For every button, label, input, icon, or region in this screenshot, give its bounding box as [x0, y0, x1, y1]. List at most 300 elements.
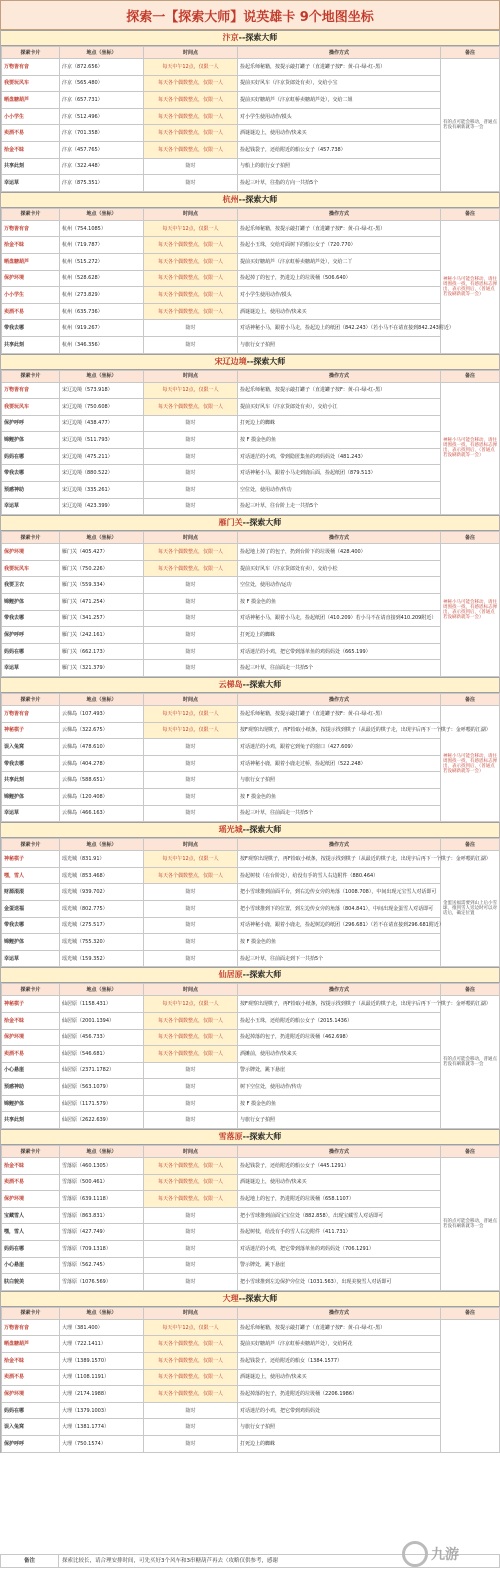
footer-text: 探索比较长，请合理安排时间，可先买好3个风车和3串糖葫芦再去（攻略仅供参考，感谢: [62, 1558, 279, 1564]
table-row: [2, 755, 500, 772]
card-name: 财源滚滚: [2, 884, 60, 901]
section-title: [1, 354, 499, 370]
column-header: 操作方式: [238, 532, 441, 544]
coordinate: 雁门关（662.173）: [60, 643, 144, 660]
column-header: 时间点: [144, 984, 238, 996]
operation: 对话神秘小鹿，跟着小鹿走，捡起树边的纸团（296.681）（若不在请直接到296.681附近）: [238, 917, 441, 934]
column-header: 地点（坐标）: [60, 532, 144, 544]
column-header: 时间点: [144, 1307, 238, 1319]
table-row: [2, 253, 500, 270]
coordinate: 瑶光城（853.468）: [60, 867, 144, 884]
table-header-row: [2, 984, 500, 996]
card-name: 妈妈在哪: [2, 643, 60, 660]
operation: 捡起乐师秘籍，按提示敲打罐子（直进罐子按F：黄-白-绿-红-黑）: [238, 220, 441, 237]
section-note: [441, 1319, 500, 1452]
coordinate: 雪落原（460.1305）: [60, 1158, 144, 1175]
column-header: 备注: [441, 370, 500, 382]
section-note: 有的点可能会移动，普通点若没有刷新就等一会: [441, 59, 500, 192]
time-slot: 随时: [144, 1095, 238, 1112]
column-header: 备注: [441, 1307, 500, 1319]
time-slot: 随时: [144, 739, 238, 756]
time-slot: 每天各个偶数整点，仅限一人: [144, 1029, 238, 1046]
column-header: 操作方式: [238, 984, 441, 996]
card-name: 拾金不昧: [2, 1353, 60, 1370]
time-slot: 随时: [144, 1224, 238, 1241]
card-name: 小小学生: [2, 287, 60, 304]
coordinate: 云梯岛（322.675）: [60, 722, 144, 739]
operation: 酒谜谜边上，使用动作/快来买: [238, 303, 441, 320]
table-row: [2, 1369, 500, 1386]
card-name: 晒盘糖葫芦: [2, 92, 60, 109]
time-slot: 随时: [144, 1402, 238, 1419]
card-name: 共享此刻: [2, 336, 60, 353]
table-row: [2, 706, 500, 723]
column-header: 备注: [441, 984, 500, 996]
card-name: 锦鲤护体: [2, 788, 60, 805]
coordinate: 大理（750.1574）: [60, 1435, 144, 1452]
column-header: 探索卡片: [2, 694, 60, 706]
operation: 捡起树枝（在台阶处），给没有手的雪人右边附件（880.464）: [238, 867, 441, 884]
table-row: [2, 108, 500, 125]
column-header: 地点（坐标）: [60, 694, 144, 706]
card-name: 保护环境: [2, 1029, 60, 1046]
time-slot: 每天中午12点，仅限一人: [144, 59, 238, 76]
card-name: 幸运草: [2, 660, 60, 677]
section-title: [1, 1291, 499, 1307]
operation: 捡起三叶草，往台阶上走一共拾5个: [238, 498, 441, 515]
column-header: 地点（坐标）: [60, 839, 144, 851]
column-header: 探索卡片: [2, 47, 60, 59]
table-row: [2, 1174, 500, 1191]
coordinate: 杭州（719.787）: [60, 237, 144, 254]
time-slot: 每天各个偶数整点，仅限一人: [144, 1158, 238, 1175]
operation: 打死边上的蜘蛛: [238, 627, 441, 644]
card-name: 我要玩风车: [2, 75, 60, 92]
time-slot: 每天各个偶数整点，仅限一人: [144, 287, 238, 304]
time-slot: 每天各个偶数整点，仅限一人: [144, 1353, 238, 1370]
coordinate: 大理（722.1411）: [60, 1336, 144, 1353]
time-slot: 随时: [144, 950, 238, 967]
column-header: 备注: [441, 1146, 500, 1158]
table-row: [2, 788, 500, 805]
table-header-row: [2, 47, 500, 59]
coordinate: 大理（381.400）: [60, 1319, 144, 1336]
time-slot: 随时: [144, 660, 238, 677]
table-row: [2, 1046, 500, 1063]
column-header: 地点（坐标）: [60, 1307, 144, 1319]
card-name: 预感神助: [2, 482, 60, 499]
coordinate: 瑶光城（939.702）: [60, 884, 144, 901]
operation: 对话迷茫的小鸡，把它带到落单鱼的鸡妈妈处（706.1291）: [238, 1241, 441, 1258]
time-slot: 每天中午12点，仅限一人: [144, 220, 238, 237]
coords-table: [1, 208, 500, 354]
table-row: [2, 643, 500, 660]
section-title: [1, 822, 499, 838]
coordinate: 雪落原（427.749）: [60, 1224, 144, 1241]
section-location: 大理: [222, 1293, 239, 1303]
time-slot: 每天中午12点，仅限一人: [144, 722, 238, 739]
footer-label: 备注: [1, 1555, 59, 1567]
time-slot: 随时: [144, 755, 238, 772]
section-title: [1, 515, 499, 531]
operation: 与旅行女子拍照: [238, 1419, 441, 1436]
time-slot: 每天中午12点，仅限一人: [144, 996, 238, 1013]
section-location: 杭州: [222, 194, 239, 204]
watermark-icon: [402, 1541, 428, 1567]
time-slot: 随时: [144, 1112, 238, 1129]
table-row: [2, 660, 500, 677]
time-slot: 随时: [144, 1419, 238, 1436]
map-section: [0, 967, 500, 1129]
card-name: 晒盘糖葫芦: [2, 253, 60, 270]
operation: 捡起小玉珠，交给对面树下的船公女子（720.770）: [238, 237, 441, 254]
coordinate: 杭州（754.1085）: [60, 220, 144, 237]
card-name: 卖酒不易: [2, 1369, 60, 1386]
table-row: [2, 1274, 500, 1291]
table-row: [2, 1319, 500, 1336]
coordinate: 汴京（512.496）: [60, 108, 144, 125]
coordinate: 雁门关（242.161）: [60, 627, 144, 644]
table-row: [2, 1386, 500, 1403]
coordinate: 雁门关（559.334）: [60, 577, 144, 594]
card-name: 万物皆有音: [2, 220, 60, 237]
section-note: 有的点可能会移动，普通点若没有刷新就等一会: [441, 996, 500, 1129]
table-row: [2, 884, 500, 901]
card-name: 误入兔窝: [2, 1419, 60, 1436]
table-row: [2, 1353, 500, 1370]
coordinate: 汴京（322.448）: [60, 158, 144, 175]
time-slot: 每天各个偶数整点，仅限一人: [144, 560, 238, 577]
table-row: [2, 465, 500, 482]
watermark-text: 九游: [431, 1547, 459, 1563]
coordinate: 仙居原（2622.639）: [60, 1112, 144, 1129]
time-slot: 随时: [144, 610, 238, 627]
operation: 按 F 摸金色的鱼: [238, 432, 441, 449]
operation: 提前买好风车（汴京货郎处有卖），交给小江: [238, 399, 441, 416]
card-name: 锦鲤护体: [2, 934, 60, 951]
table-row: [2, 805, 500, 822]
table-row: [2, 448, 500, 465]
table-row: [2, 1191, 500, 1208]
coordinate: 宋辽边境（511.793）: [60, 432, 144, 449]
operation: 空位处，使用动作/运功: [238, 577, 441, 594]
table-row: [2, 237, 500, 254]
card-name: 嘿，雪人: [2, 867, 60, 884]
card-name: 拾金不昧: [2, 1158, 60, 1175]
coordinate: 宋辽边境（423.399）: [60, 498, 144, 515]
section-note: 神秘小马可能会移动，请往周围找一找，有感恩标志弹出，表示找到后，（普通点若没刷新就等一会）: [441, 220, 500, 353]
operation: 捡起掉了的包子，扔进边上的垃圾桶（506.640）: [238, 270, 441, 287]
card-name: 带我去哪: [2, 320, 60, 337]
column-header: 探索卡片: [2, 208, 60, 220]
section-title: [1, 1129, 499, 1145]
table-header-row: [2, 1146, 500, 1158]
time-slot: 随时: [144, 336, 238, 353]
time-slot: 每天中午12点，仅限一人: [144, 851, 238, 868]
coordinate: 雪落原（863.831）: [60, 1207, 144, 1224]
operation: 树下空位处，使用动作/传功: [238, 1079, 441, 1096]
table-row: [2, 950, 500, 967]
time-slot: 每天各个偶数整点，仅限一人: [144, 544, 238, 561]
section-suffix: --探索大师: [242, 1132, 282, 1142]
time-slot: 每天各个偶数整点，仅限一人: [144, 1369, 238, 1386]
coords-table: [1, 1145, 500, 1291]
time-slot: 随时: [144, 158, 238, 175]
table-row: [2, 1029, 500, 1046]
card-name: 小心悬崖: [2, 1062, 60, 1079]
operation: 捡起三叶草，往前面走一共拾5个: [238, 660, 441, 677]
map-section: [0, 30, 500, 192]
column-header: 时间点: [144, 370, 238, 382]
time-slot: 每天各个偶数整点，仅限一人: [144, 1191, 238, 1208]
section-note: 有的点可能会移动，普通点若没有刷新就等一会: [441, 1158, 500, 1291]
map-section: [0, 515, 500, 677]
operation: 提前买好糖葫芦（汴京虹桥卖糖葫芦处），交给二姐: [238, 92, 441, 109]
table-row: [2, 851, 500, 868]
card-name: 锦鲤护体: [2, 594, 60, 611]
operation: 对话神秘小马，跟着小马走，捡起边上的纸团（842.243）（若小马不在请直接到842.243附近）: [238, 320, 441, 337]
coordinate: 杭州（273.829）: [60, 287, 144, 304]
operation: 按F观察出现棋子，再F拾取小纸条，按提示找到棋子（从最近的棋子走，出现字后再下一个棋子：金呼喂的江湖）: [238, 851, 441, 868]
time-slot: 每天中午12点，仅限一人: [144, 382, 238, 399]
column-header: 地点（坐标）: [60, 370, 144, 382]
section-note: 神秘小马可能会移动，请往周围找一找，有感恩标志弹出，表示找到后，（普通点若没刷新就等一会）: [441, 382, 500, 515]
column-header: 操作方式: [238, 1307, 441, 1319]
column-header: 地点（坐标）: [60, 984, 144, 996]
time-slot: 每天各个偶数整点，仅限一人: [144, 270, 238, 287]
card-name: 我要玩风车: [2, 399, 60, 416]
operation: 捡起三叶草，往指的方向一共拾5个: [238, 175, 441, 192]
coordinate: 汴京（701.358）: [60, 125, 144, 142]
operation: 捡起掉落的包子，扔进附近的垃圾桶（2206.1986）: [238, 1386, 441, 1403]
section-suffix: --探索大师: [242, 518, 282, 528]
section-location: 雁门关: [218, 518, 243, 528]
table-row: [2, 867, 500, 884]
table-row: [2, 1012, 500, 1029]
table-row: [2, 92, 500, 109]
table-row: [2, 577, 500, 594]
table-header-row: [2, 1307, 500, 1319]
card-name: 共享此刻: [2, 1112, 60, 1129]
card-name: 小小学生: [2, 108, 60, 125]
card-name: 晒盘糖葫芦: [2, 1336, 60, 1353]
coordinate: 仙居原（546.681）: [60, 1046, 144, 1063]
operation: 对话迷茫的小鸡，带到隐匿集鱼的鸡妈妈处（481.243）: [238, 448, 441, 465]
operation: 捡起掉落的包子，扔进附近的垃圾桶（462.698）: [238, 1029, 441, 1046]
time-slot: 随时: [144, 415, 238, 432]
card-name: 我要玩风车: [2, 560, 60, 577]
card-name: 带我去哪: [2, 610, 60, 627]
time-slot: 每天各个偶数整点，仅限一人: [144, 867, 238, 884]
watermark-logo: [402, 1536, 492, 1572]
section-note: 金蛋送福需要到山上后小雪球，推到雪人旁边时可以对话后，确定位置: [441, 851, 500, 967]
coordinate: 杭州（635.736）: [60, 303, 144, 320]
card-name: 神秘棋子: [2, 996, 60, 1013]
section-location: 云梯岛: [218, 680, 243, 689]
column-header: 地点（坐标）: [60, 47, 144, 59]
column-header: 地点（坐标）: [60, 208, 144, 220]
coordinate: 汴京（565.480）: [60, 75, 144, 92]
coordinate: 宋辽边境（880.522）: [60, 465, 144, 482]
time-slot: 每天各个偶数整点，仅限一人: [144, 125, 238, 142]
card-name: 妈妈在哪: [2, 1241, 60, 1258]
card-name: 妈妈在哪: [2, 448, 60, 465]
map-section: [0, 1129, 500, 1291]
card-name: 拾金不昧: [2, 237, 60, 254]
column-header: 备注: [441, 47, 500, 59]
operation: 捡起乐师秘籍，按提示敲打罐子（直进罐子按F：黄-白-绿-红-黑）: [238, 706, 441, 723]
operation: 酒谜谜边上，使用动作/快来买: [238, 1369, 441, 1386]
section-suffix: --探索大师: [238, 33, 278, 42]
operation: 提前买好糖葫芦（汴京虹桥卖糖葫芦处），交给二丫: [238, 253, 441, 270]
time-slot: 每天各个偶数整点，仅限一人: [144, 108, 238, 125]
time-slot: 每天各个偶数整点，仅限一人: [144, 141, 238, 158]
operation: 提前买好糖葫芦（汴京虹桥卖糖葫芦处），交给阿花: [238, 1336, 441, 1353]
table-row: [2, 1095, 500, 1112]
time-slot: 每天各个偶数整点，仅限一人: [144, 303, 238, 320]
time-slot: 随时: [144, 1435, 238, 1452]
map-section: [0, 677, 500, 822]
operation: 把小雪球推到前面平台，到右边传女旁的角落（1008.708），中间出现元宝雪人对话即可: [238, 884, 441, 901]
section-suffix: --探索大师: [242, 825, 282, 835]
coordinate: 雁门关（341.257）: [60, 610, 144, 627]
card-name: 万物皆有音: [2, 59, 60, 76]
coordinate: 大理（1381.1774）: [60, 1419, 144, 1436]
operation: 酒谜谜边上，使用动作/快来买: [238, 1174, 441, 1191]
coordinate: 宋辽边境（335.261）: [60, 482, 144, 499]
table-row: [2, 125, 500, 142]
table-row: [2, 1241, 500, 1258]
operation: 警示牌处，跳下悬崖: [238, 1257, 441, 1274]
coordinate: 杭州（528.628）: [60, 270, 144, 287]
table-row: [2, 399, 500, 416]
column-header: 探索卡片: [2, 839, 60, 851]
operation: 与旅行女子拍照: [238, 772, 441, 789]
time-slot: 随时: [144, 1274, 238, 1291]
operation: 把小雪球推到左边保护旁位处（1031.563），出现美貌雪人对话即可: [238, 1274, 441, 1291]
table-row: [2, 1224, 500, 1241]
coordinate: 雁门关（405.427）: [60, 544, 144, 561]
operation: 捡起乐师秘籍，按提示敲打罐子（直进罐子按F：黄-白-绿-红-黑）: [238, 59, 441, 76]
operation: 捡起钱袋子，还给附近的船公女子（457.738）: [238, 141, 441, 158]
column-header: 时间点: [144, 47, 238, 59]
time-slot: 随时: [144, 1062, 238, 1079]
column-header: 探索卡片: [2, 532, 60, 544]
section-location: 瑶光城: [218, 825, 243, 835]
column-header: 地点（坐标）: [60, 1146, 144, 1158]
time-slot: 随时: [144, 1079, 238, 1096]
section-note: 神秘小马可能会移动，请往周围找一找，有感恩标志弹出，表示找到后，（普通点若没刷新就等一会）: [441, 706, 500, 822]
time-slot: 每天各个偶数整点，仅限一人: [144, 237, 238, 254]
table-header-row: [2, 208, 500, 220]
coordinate: 宋辽边境（573.918）: [60, 382, 144, 399]
card-name: 嘿，雪人: [2, 1224, 60, 1241]
time-slot: 随时: [144, 482, 238, 499]
coordinate: 仙居原（563.1079）: [60, 1079, 144, 1096]
operation: 对小学生使用动作/摸头: [238, 287, 441, 304]
operation: 空位处，使用动作/传功: [238, 482, 441, 499]
card-name: 金蛋送福: [2, 900, 60, 917]
column-header: 备注: [441, 694, 500, 706]
operation: 捡起钱袋子，还给附近的船公女子（445.1291）: [238, 1158, 441, 1175]
coordinate: 仙居原（2001.1394）: [60, 1012, 144, 1029]
coordinate: 杭州（346.356）: [60, 336, 144, 353]
coordinate: 仙居原（1171.579）: [60, 1095, 144, 1112]
table-row: [2, 544, 500, 561]
card-name: 保护环境: [2, 270, 60, 287]
table-row: [2, 498, 500, 515]
section-suffix: --探索大师: [246, 356, 286, 366]
time-slot: 随时: [144, 498, 238, 515]
time-slot: 随时: [144, 465, 238, 482]
table-row: [2, 627, 500, 644]
operation: 按F观察出现棋子，再F拾取小纸条，按提示找到棋子（从最近的棋子走，出现字后再下一个棋子：金呼喂的江湖）: [238, 996, 441, 1013]
card-name: 万物皆有音: [2, 706, 60, 723]
card-name: 神秘棋子: [2, 722, 60, 739]
time-slot: 随时: [144, 643, 238, 660]
operation: 对话神秘小鹿，跟着小鹿走过桥，捡起纸团（522.248）: [238, 755, 441, 772]
card-name: 宝藏雪人: [2, 1207, 60, 1224]
operation: 捡起乐师秘籍，按提示敲打罐子（直进罐子按F：黄-白-绿-红-黑）: [238, 382, 441, 399]
coordinate: 雁门关（321.379）: [60, 660, 144, 677]
card-name: 幸运草: [2, 950, 60, 967]
time-slot: 随时: [144, 432, 238, 449]
column-header: 探索卡片: [2, 370, 60, 382]
column-header: 时间点: [144, 208, 238, 220]
table-row: [2, 336, 500, 353]
table-row: [2, 772, 500, 789]
table-row: [2, 59, 500, 76]
card-name: 锦鲤护体: [2, 432, 60, 449]
sections-container: [0, 30, 500, 1453]
coordinate: 雁门关（471.254）: [60, 594, 144, 611]
table-row: [2, 175, 500, 192]
card-name: 共享此刻: [2, 772, 60, 789]
coordinate: 汴京（872.656）: [60, 59, 144, 76]
card-name: 幸运草: [2, 175, 60, 192]
table-row: [2, 1435, 500, 1452]
operation: 与旅行女子拍照: [238, 336, 441, 353]
operation: 按 F 摸金色的鱼: [238, 788, 441, 805]
operation: 按 F 摸金色的鱼: [238, 594, 441, 611]
section-location: 仙居原: [218, 970, 243, 980]
time-slot: 每天各个偶数整点，仅限一人: [144, 1012, 238, 1029]
coordinate: 云梯岛（478.610）: [60, 739, 144, 756]
card-name: 卖酒不易: [2, 1174, 60, 1191]
column-header: 操作方式: [238, 839, 441, 851]
section-note: 神秘小马可能会移动，请往周围找一找，有感恩标志弹出，表示找到后，（普通点若没刷新就等一会）: [441, 544, 500, 677]
time-slot: 每天各个偶数整点，仅限一人: [144, 1386, 238, 1403]
card-name: 小心悬崖: [2, 1257, 60, 1274]
table-row: [2, 270, 500, 287]
coordinate: 雪落原（500.461）: [60, 1174, 144, 1191]
table-row: [2, 1112, 500, 1129]
column-header: 时间点: [144, 532, 238, 544]
operation: 捡起地上的包子，扔进附近的垃圾桶（658.1107）: [238, 1191, 441, 1208]
section-title: [1, 677, 499, 693]
table-header-row: [2, 839, 500, 851]
table-header-row: [2, 532, 500, 544]
time-slot: 随时: [144, 320, 238, 337]
time-slot: 随时: [144, 627, 238, 644]
coordinate: 汴京（657.731）: [60, 92, 144, 109]
operation: 对话迷茫的小鸡，把它带到鸡妈妈处: [238, 1402, 441, 1419]
table-row: [2, 1079, 500, 1096]
column-header: 备注: [441, 208, 500, 220]
coords-table: [1, 983, 500, 1129]
time-slot: 每天中午12点，仅限一人: [144, 706, 238, 723]
card-name: 卖酒不易: [2, 303, 60, 320]
